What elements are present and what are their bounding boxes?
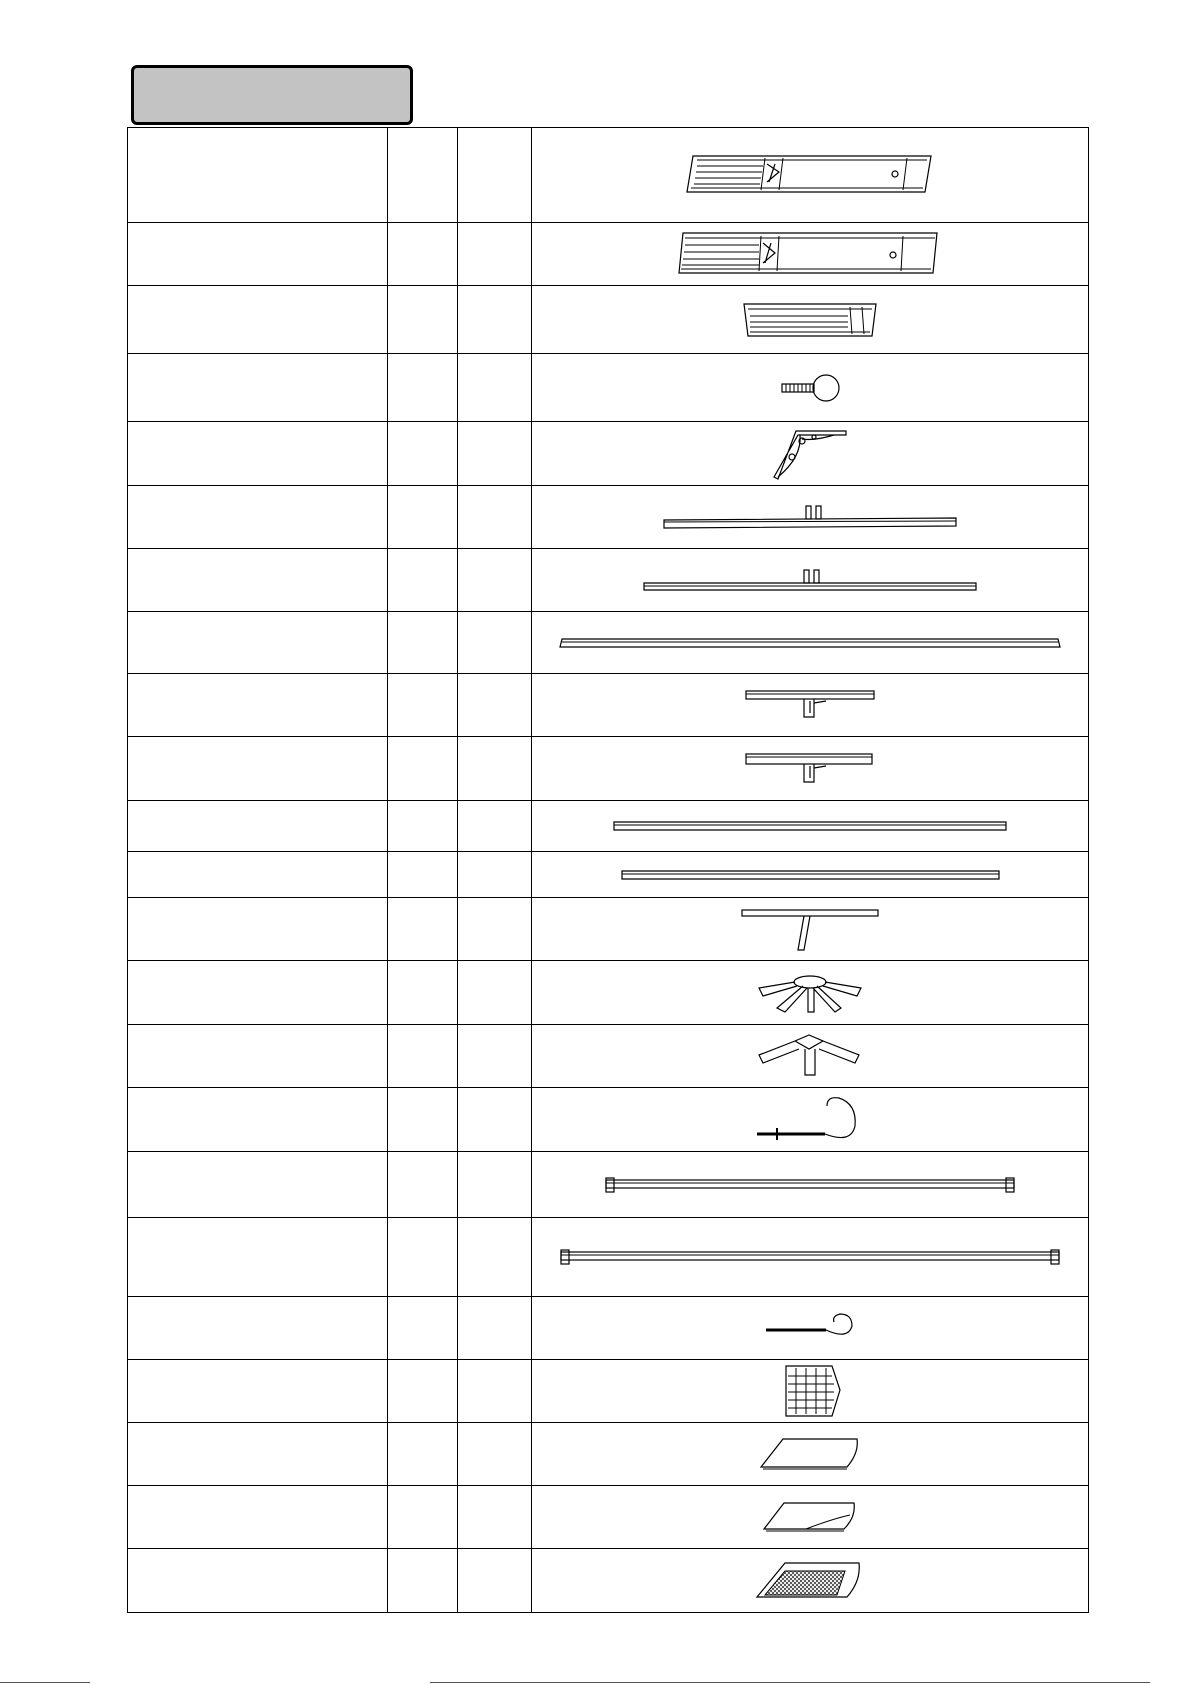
- part-qty: [458, 1423, 532, 1486]
- parts-row: [128, 612, 1089, 674]
- part-illustration: [532, 898, 1089, 961]
- part-name: [128, 128, 388, 223]
- part-qty: [458, 612, 532, 674]
- part-qty: [458, 1025, 532, 1088]
- part-illustration: [532, 1025, 1089, 1088]
- flat-panel-2-icon: [532, 1499, 1088, 1535]
- parts-row: [128, 486, 1089, 549]
- part-name: [128, 1152, 388, 1218]
- short-bar-with-bracket-2-icon: [532, 750, 1088, 788]
- footer-rule-right: [430, 1682, 1150, 1683]
- part-code: [388, 128, 458, 223]
- mesh-panel-icon: [532, 1559, 1088, 1603]
- part-illustration: [532, 223, 1089, 286]
- part-code: [388, 286, 458, 354]
- part-qty: [458, 286, 532, 354]
- part-illustration: [532, 1088, 1089, 1152]
- part-name: [128, 1297, 388, 1360]
- part-illustration: [532, 1360, 1089, 1423]
- parts-row: [128, 549, 1089, 612]
- part-code: [388, 486, 458, 549]
- part-name: [128, 674, 388, 737]
- part-qty: [458, 422, 532, 486]
- part-qty: [458, 1486, 532, 1549]
- heater-panel-small-icon: [532, 300, 1088, 340]
- part-code: [388, 549, 458, 612]
- short-bar-with-bracket-1-icon: [532, 687, 1088, 723]
- hardware-bundle-icon: [532, 1360, 1088, 1422]
- part-illustration: [532, 1486, 1089, 1549]
- part-name: [128, 1218, 388, 1297]
- part-code: [388, 1549, 458, 1613]
- parts-row: [128, 1297, 1089, 1360]
- part-name: [128, 852, 388, 898]
- heater-panel-large-2-icon: [532, 229, 1088, 279]
- corner-bracket-icon: [532, 427, 1088, 481]
- part-code: [388, 898, 458, 961]
- parts-row: [128, 223, 1089, 286]
- parts-row: [128, 1088, 1089, 1152]
- parts-row: [128, 961, 1089, 1025]
- long-bar-with-tab-2-icon: [532, 565, 1088, 595]
- part-name: [128, 1423, 388, 1486]
- part-qty: [458, 486, 532, 549]
- part-qty: [458, 801, 532, 852]
- long-rod-1-icon: [532, 818, 1088, 834]
- part-illustration: [532, 1297, 1089, 1360]
- part-name: [128, 737, 388, 801]
- part-illustration: [532, 852, 1089, 898]
- part-qty: [458, 961, 532, 1025]
- rail-with-end-caps-2-icon: [532, 1246, 1088, 1268]
- part-qty: [458, 1297, 532, 1360]
- part-code: [388, 1423, 458, 1486]
- part-qty: [458, 223, 532, 286]
- part-code: [388, 674, 458, 737]
- long-rod-2-icon: [532, 867, 1088, 883]
- part-qty: [458, 354, 532, 422]
- part-illustration: [532, 1152, 1089, 1218]
- parts-row: [128, 852, 1089, 898]
- part-code: [388, 422, 458, 486]
- part-name: [128, 1360, 388, 1423]
- multi-way-connector-icon: [532, 968, 1088, 1018]
- parts-row: [128, 1423, 1089, 1486]
- part-name: [128, 898, 388, 961]
- large-hook-icon: [532, 1090, 1088, 1150]
- part-name: [128, 801, 388, 852]
- parts-row: [128, 128, 1089, 223]
- parts-row: [128, 1218, 1089, 1297]
- parts-row: [128, 1360, 1089, 1423]
- part-code: [388, 223, 458, 286]
- part-qty: [458, 1360, 532, 1423]
- part-code: [388, 612, 458, 674]
- part-illustration: [532, 1218, 1089, 1297]
- part-code: [388, 1152, 458, 1218]
- part-qty: [458, 1088, 532, 1152]
- part-illustration: [532, 354, 1089, 422]
- parts-row: [128, 898, 1089, 961]
- part-illustration: [532, 286, 1089, 354]
- part-code: [388, 1218, 458, 1297]
- section-header-box: [131, 65, 413, 125]
- part-code: [388, 801, 458, 852]
- parts-row: [128, 1549, 1089, 1613]
- three-way-connector-icon: [532, 1031, 1088, 1081]
- part-name: [128, 1549, 388, 1613]
- part-qty: [458, 737, 532, 801]
- part-illustration: [532, 549, 1089, 612]
- footer-rule-left: [0, 1682, 90, 1683]
- part-name: [128, 1025, 388, 1088]
- parts-row: [128, 1025, 1089, 1088]
- part-code: [388, 961, 458, 1025]
- part-name: [128, 612, 388, 674]
- small-hook-icon: [532, 1310, 1088, 1346]
- part-illustration: [532, 612, 1089, 674]
- part-code: [388, 852, 458, 898]
- part-name: [128, 286, 388, 354]
- part-qty: [458, 128, 532, 223]
- parts-row: [128, 674, 1089, 737]
- part-name: [128, 354, 388, 422]
- part-name: [128, 961, 388, 1025]
- parts-row: [128, 286, 1089, 354]
- heater-panel-large-1-icon: [532, 152, 1088, 198]
- part-name: [128, 549, 388, 612]
- part-illustration: [532, 801, 1089, 852]
- parts-row: [128, 1152, 1089, 1218]
- part-code: [388, 1025, 458, 1088]
- part-qty: [458, 1549, 532, 1613]
- part-qty: [458, 1152, 532, 1218]
- part-illustration: [532, 1549, 1089, 1613]
- part-code: [388, 1297, 458, 1360]
- part-illustration: [532, 674, 1089, 737]
- part-illustration: [532, 961, 1089, 1025]
- part-name: [128, 1486, 388, 1549]
- parts-list-table: [127, 127, 1089, 1613]
- long-bar-with-tab-1-icon: [532, 502, 1088, 532]
- part-name: [128, 486, 388, 549]
- part-illustration: [532, 737, 1089, 801]
- part-qty: [458, 549, 532, 612]
- parts-row: [128, 801, 1089, 852]
- parts-list-body: [128, 128, 1089, 1613]
- part-illustration: [532, 128, 1089, 223]
- rail-with-end-caps-1-icon: [532, 1174, 1088, 1196]
- part-code: [388, 1486, 458, 1549]
- part-illustration: [532, 486, 1089, 549]
- part-qty: [458, 898, 532, 961]
- parts-row: [128, 422, 1089, 486]
- part-qty: [458, 852, 532, 898]
- flat-panel-1-icon: [532, 1435, 1088, 1473]
- part-name: [128, 422, 388, 486]
- knob-screw-icon: [532, 371, 1088, 405]
- part-code: [388, 354, 458, 422]
- parts-row: [128, 737, 1089, 801]
- part-qty: [458, 1218, 532, 1297]
- extra-long-bar-icon: [532, 635, 1088, 651]
- part-name: [128, 1088, 388, 1152]
- parts-row: [128, 1486, 1089, 1549]
- part-name: [128, 223, 388, 286]
- part-code: [388, 1360, 458, 1423]
- part-illustration: [532, 422, 1089, 486]
- t-bar-icon: [532, 906, 1088, 952]
- part-illustration: [532, 1423, 1089, 1486]
- part-code: [388, 1088, 458, 1152]
- parts-row: [128, 354, 1089, 422]
- part-qty: [458, 674, 532, 737]
- part-code: [388, 737, 458, 801]
